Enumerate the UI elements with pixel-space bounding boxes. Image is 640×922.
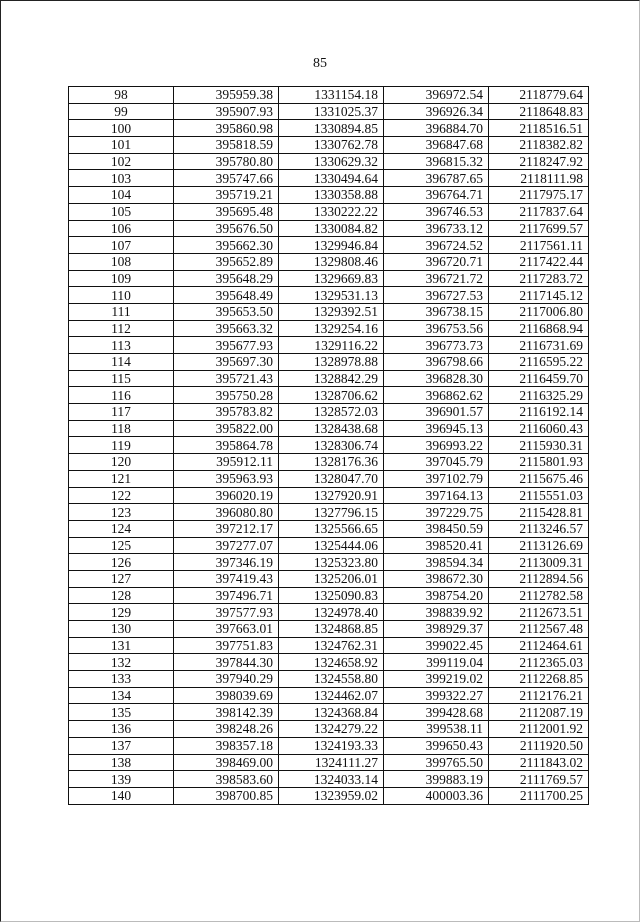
point-number-cell: 140 (69, 787, 174, 804)
coordinate-cell: 2115801.93 (489, 454, 589, 471)
point-number-cell: 109 (69, 270, 174, 287)
coordinate-cell: 2117837.64 (489, 203, 589, 220)
coordinate-cell: 395648.29 (174, 270, 279, 287)
coordinate-cell: 397844.30 (174, 654, 279, 671)
coordinate-cell: 397663.01 (174, 621, 279, 638)
point-number-cell: 108 (69, 253, 174, 270)
point-number-cell: 116 (69, 387, 174, 404)
coordinate-cell: 395653.50 (174, 303, 279, 320)
point-number-cell: 133 (69, 671, 174, 688)
point-number-cell: 100 (69, 120, 174, 137)
coordinate-cell: 1328176.36 (279, 454, 384, 471)
point-number-cell: 105 (69, 203, 174, 220)
coordinate-cell: 395697.30 (174, 354, 279, 371)
point-number-cell: 138 (69, 754, 174, 771)
coordinate-cell: 2118382.82 (489, 137, 589, 154)
coordinate-cell: 2112673.51 (489, 604, 589, 621)
coordinate-cell: 2116192.14 (489, 404, 589, 421)
coordinate-cell: 2117422.44 (489, 253, 589, 270)
table-row (69, 237, 589, 254)
coordinate-cell: 1329669.83 (279, 270, 384, 287)
coordinate-cell: 2116325.29 (489, 387, 589, 404)
coordinate-cell: 399883.19 (384, 771, 489, 788)
coordinate-cell: 397496.71 (174, 587, 279, 604)
coordinate-cell: 398248.26 (174, 721, 279, 738)
table-row (69, 404, 589, 421)
table-row (69, 737, 589, 754)
table-row (69, 370, 589, 387)
table-row (69, 337, 589, 354)
table-row (69, 454, 589, 471)
coordinate-cell: 399322.27 (384, 687, 489, 704)
coordinate-cell: 396926.34 (384, 103, 489, 120)
coordinate-cell: 2118247.92 (489, 153, 589, 170)
point-number-cell: 118 (69, 420, 174, 437)
coordinate-cell: 395912.11 (174, 454, 279, 471)
coordinate-cell: 2112268.85 (489, 671, 589, 688)
point-number-cell: 123 (69, 504, 174, 521)
coordinate-cell: 398672.30 (384, 570, 489, 587)
point-number-cell: 113 (69, 337, 174, 354)
coordinate-cell: 2113009.31 (489, 554, 589, 571)
coordinate-cell: 396972.54 (384, 87, 489, 104)
coordinate-cell: 1330762.78 (279, 137, 384, 154)
coordinate-cell: 2116868.94 (489, 320, 589, 337)
point-number-cell: 98 (69, 87, 174, 104)
coordinate-cell: 398839.92 (384, 604, 489, 621)
point-number-cell: 111 (69, 303, 174, 320)
table-row (69, 120, 589, 137)
coordinate-cell: 395695.48 (174, 203, 279, 220)
table-row (69, 520, 589, 537)
table-row (69, 637, 589, 654)
coordinate-cell: 2111769.57 (489, 771, 589, 788)
coordinate-cell: 397045.79 (384, 454, 489, 471)
point-number-cell: 135 (69, 704, 174, 721)
coordinate-cell: 395719.21 (174, 187, 279, 204)
table-row (69, 621, 589, 638)
coordinate-cell: 1324193.33 (279, 737, 384, 754)
coordinate-cell: 399428.68 (384, 704, 489, 721)
coordinate-cell: 2112001.92 (489, 721, 589, 738)
coordinate-cell: 396847.68 (384, 137, 489, 154)
coordinate-cell: 396738.15 (384, 303, 489, 320)
coordinate-cell: 1325566.65 (279, 520, 384, 537)
table-row (69, 570, 589, 587)
point-number-cell: 120 (69, 454, 174, 471)
coordinate-cell: 398594.34 (384, 554, 489, 571)
point-number-cell: 102 (69, 153, 174, 170)
coordinate-cell: 1324868.85 (279, 621, 384, 638)
table-row (69, 671, 589, 688)
coordinate-cell: 397346.19 (174, 554, 279, 571)
coordinate-cell: 1330494.64 (279, 170, 384, 187)
coordinate-cell: 395860.98 (174, 120, 279, 137)
coordinate-cell: 2117006.80 (489, 303, 589, 320)
point-number-cell: 99 (69, 103, 174, 120)
coordinate-cell: 398700.85 (174, 787, 279, 804)
coordinate-cell: 1330629.32 (279, 153, 384, 170)
point-number-cell: 110 (69, 287, 174, 304)
coordinate-cell: 1324658.92 (279, 654, 384, 671)
table-row (69, 504, 589, 521)
coordinate-cell: 396753.56 (384, 320, 489, 337)
coordinate-cell: 396787.65 (384, 170, 489, 187)
table-row (69, 704, 589, 721)
coordinate-cell: 2115930.31 (489, 437, 589, 454)
coordinate-cell: 397164.13 (384, 487, 489, 504)
point-number-cell: 124 (69, 520, 174, 537)
coordinate-cell: 2118648.83 (489, 103, 589, 120)
coordinate-cell: 2111700.25 (489, 787, 589, 804)
coordinate-cell: 1328047.70 (279, 470, 384, 487)
table-row (69, 253, 589, 270)
coordinate-cell: 1329392.51 (279, 303, 384, 320)
point-number-cell: 132 (69, 654, 174, 671)
point-number-cell: 127 (69, 570, 174, 587)
table-row (69, 587, 589, 604)
table-row (69, 87, 589, 104)
coordinate-cell: 396828.30 (384, 370, 489, 387)
coordinate-cell: 398357.18 (174, 737, 279, 754)
coordinate-cell: 395750.28 (174, 387, 279, 404)
coordinate-cell: 396764.71 (384, 187, 489, 204)
coordinate-cell: 395963.93 (174, 470, 279, 487)
coordinate-cell: 2111843.02 (489, 754, 589, 771)
table-row (69, 220, 589, 237)
coordinate-cell: 396798.66 (384, 354, 489, 371)
point-number-cell: 139 (69, 771, 174, 788)
point-number-cell: 101 (69, 137, 174, 154)
coordinate-cell: 398754.20 (384, 587, 489, 604)
table-row (69, 287, 589, 304)
coordinate-cell: 1329808.46 (279, 253, 384, 270)
coordinate-cell: 397212.17 (174, 520, 279, 537)
point-number-cell: 106 (69, 220, 174, 237)
coordinate-cell: 1324368.84 (279, 704, 384, 721)
table-row (69, 604, 589, 621)
coordinate-cell: 399219.02 (384, 671, 489, 688)
table-row (69, 420, 589, 437)
coordinate-cell: 1330084.82 (279, 220, 384, 237)
coordinate-cell: 398039.69 (174, 687, 279, 704)
coordinate-cell: 395747.66 (174, 170, 279, 187)
coordinate-cell: 396815.32 (384, 153, 489, 170)
table-row (69, 554, 589, 571)
coordinate-cell: 396993.22 (384, 437, 489, 454)
point-number-cell: 115 (69, 370, 174, 387)
coordinate-cell: 1324978.40 (279, 604, 384, 621)
coordinate-cell: 2118111.98 (489, 170, 589, 187)
page-number: 85 (313, 56, 327, 71)
point-number-cell: 122 (69, 487, 174, 504)
coordinate-cell: 2117145.12 (489, 287, 589, 304)
table-row (69, 687, 589, 704)
coordinate-cell: 396720.71 (384, 253, 489, 270)
coordinate-cell: 2116459.70 (489, 370, 589, 387)
coordinate-cell: 1330222.22 (279, 203, 384, 220)
coordinate-cell: 2113246.57 (489, 520, 589, 537)
table-row (69, 137, 589, 154)
coordinate-cell: 397102.79 (384, 470, 489, 487)
coordinate-cell: 396901.57 (384, 404, 489, 421)
point-number-cell: 136 (69, 721, 174, 738)
table-row (69, 320, 589, 337)
coordinate-cell: 399765.50 (384, 754, 489, 771)
coordinate-cell: 1323959.02 (279, 787, 384, 804)
coordinate-cell: 1324111.27 (279, 754, 384, 771)
coordinate-cell: 1327920.91 (279, 487, 384, 504)
coordinate-cell: 397751.83 (174, 637, 279, 654)
coordinate-cell: 1329946.84 (279, 237, 384, 254)
coordinate-cell: 2117699.57 (489, 220, 589, 237)
coordinate-cell: 395818.59 (174, 137, 279, 154)
coordinate-cell: 396884.70 (384, 120, 489, 137)
coordinate-cell: 395780.80 (174, 153, 279, 170)
coordinate-cell: 1324462.07 (279, 687, 384, 704)
table-row (69, 203, 589, 220)
coordinate-cell: 395648.49 (174, 287, 279, 304)
table-row (69, 170, 589, 187)
coordinate-cell: 395652.89 (174, 253, 279, 270)
coordinate-cell: 2113126.69 (489, 537, 589, 554)
coordinate-cell: 395783.82 (174, 404, 279, 421)
coordinate-cell: 395676.50 (174, 220, 279, 237)
coordinate-cell: 1325444.06 (279, 537, 384, 554)
point-number-cell: 134 (69, 687, 174, 704)
coordinate-cell: 396746.53 (384, 203, 489, 220)
table-row (69, 487, 589, 504)
point-number-cell: 125 (69, 537, 174, 554)
table-row (69, 153, 589, 170)
coordinate-cell: 2115551.03 (489, 487, 589, 504)
coordinate-cell: 1331154.18 (279, 87, 384, 104)
coordinate-cell: 396020.19 (174, 487, 279, 504)
coordinate-cell: 395662.30 (174, 237, 279, 254)
table-row (69, 654, 589, 671)
point-number-cell: 104 (69, 187, 174, 204)
coordinate-cell: 1329116.22 (279, 337, 384, 354)
coordinate-cell: 396727.53 (384, 287, 489, 304)
coordinate-table (68, 86, 589, 805)
table-row (69, 470, 589, 487)
coordinate-cell: 396080.80 (174, 504, 279, 521)
coordinate-cell: 2117975.17 (489, 187, 589, 204)
coordinate-cell: 397419.43 (174, 570, 279, 587)
table-row (69, 354, 589, 371)
point-number-cell: 107 (69, 237, 174, 254)
coordinate-cell: 2112087.19 (489, 704, 589, 721)
table-body (69, 87, 589, 805)
coordinate-cell: 1325206.01 (279, 570, 384, 587)
table-row (69, 187, 589, 204)
table-row (69, 721, 589, 738)
coordinate-cell: 2112176.21 (489, 687, 589, 704)
coordinate-cell: 2115428.81 (489, 504, 589, 521)
coordinate-cell: 2116731.69 (489, 337, 589, 354)
coordinate-cell: 1324279.22 (279, 721, 384, 738)
coordinate-cell: 398520.41 (384, 537, 489, 554)
coordinate-cell: 395677.93 (174, 337, 279, 354)
point-number-cell: 119 (69, 437, 174, 454)
table-row (69, 437, 589, 454)
coordinate-cell: 2111920.50 (489, 737, 589, 754)
coordinate-cell: 2118516.51 (489, 120, 589, 137)
point-number-cell: 112 (69, 320, 174, 337)
coordinate-cell: 395721.43 (174, 370, 279, 387)
table-row (69, 103, 589, 120)
point-number-cell: 114 (69, 354, 174, 371)
coordinate-cell: 1328842.29 (279, 370, 384, 387)
point-number-cell: 103 (69, 170, 174, 187)
coordinate-cell: 398142.39 (174, 704, 279, 721)
coordinate-cell: 2112782.58 (489, 587, 589, 604)
coordinate-cell: 397940.29 (174, 671, 279, 688)
coordinate-cell: 395822.00 (174, 420, 279, 437)
coordinate-cell: 397277.07 (174, 537, 279, 554)
coordinate-cell: 398929.37 (384, 621, 489, 638)
coordinate-cell: 399538.11 (384, 721, 489, 738)
coordinate-cell: 1329254.16 (279, 320, 384, 337)
coordinate-cell: 1328706.62 (279, 387, 384, 404)
coordinate-cell: 2116595.22 (489, 354, 589, 371)
coordinate-cell: 399119.04 (384, 654, 489, 671)
coordinate-cell: 1331025.37 (279, 103, 384, 120)
coordinate-cell: 2117561.11 (489, 237, 589, 254)
coordinate-cell: 400003.36 (384, 787, 489, 804)
point-number-cell: 117 (69, 404, 174, 421)
table-row (69, 270, 589, 287)
coordinate-cell: 396724.52 (384, 237, 489, 254)
coordinate-cell: 1330358.88 (279, 187, 384, 204)
coordinate-cell: 1324033.14 (279, 771, 384, 788)
coordinate-cell: 1325323.80 (279, 554, 384, 571)
coordinate-cell: 2116060.43 (489, 420, 589, 437)
point-number-cell: 131 (69, 637, 174, 654)
coordinate-cell: 2112464.61 (489, 637, 589, 654)
coordinate-cell: 2117283.72 (489, 270, 589, 287)
table-row (69, 771, 589, 788)
coordinate-cell: 1328438.68 (279, 420, 384, 437)
point-number-cell: 126 (69, 554, 174, 571)
coordinate-cell: 1324558.80 (279, 671, 384, 688)
coordinate-cell: 1328572.03 (279, 404, 384, 421)
coordinate-cell: 1324762.31 (279, 637, 384, 654)
coordinate-cell: 398469.00 (174, 754, 279, 771)
table-row (69, 387, 589, 404)
coordinate-cell: 399022.45 (384, 637, 489, 654)
coordinate-cell: 399650.43 (384, 737, 489, 754)
coordinate-cell: 396862.62 (384, 387, 489, 404)
point-number-cell: 129 (69, 604, 174, 621)
coordinate-cell: 1330894.85 (279, 120, 384, 137)
coordinate-cell: 396721.72 (384, 270, 489, 287)
point-number-cell: 121 (69, 470, 174, 487)
coordinate-cell: 395959.38 (174, 87, 279, 104)
coordinate-cell: 1327796.15 (279, 504, 384, 521)
coordinate-cell: 396733.12 (384, 220, 489, 237)
coordinate-cell: 397577.93 (174, 604, 279, 621)
point-number-cell: 128 (69, 587, 174, 604)
coordinate-cell: 2112365.03 (489, 654, 589, 671)
coordinate-cell: 396773.73 (384, 337, 489, 354)
point-number-cell: 137 (69, 737, 174, 754)
coordinate-cell: 1328306.74 (279, 437, 384, 454)
coordinate-cell: 395907.93 (174, 103, 279, 120)
coordinate-cell: 1325090.83 (279, 587, 384, 604)
point-number-cell: 130 (69, 621, 174, 638)
coordinate-cell: 395864.78 (174, 437, 279, 454)
coordinate-cell: 395663.32 (174, 320, 279, 337)
coordinate-cell: 396945.13 (384, 420, 489, 437)
coordinate-cell: 398583.60 (174, 771, 279, 788)
table-row (69, 303, 589, 320)
coordinate-cell: 1329531.13 (279, 287, 384, 304)
coordinate-cell: 2118779.64 (489, 87, 589, 104)
coordinate-cell: 1328978.88 (279, 354, 384, 371)
table-row (69, 537, 589, 554)
coordinate-cell: 398450.59 (384, 520, 489, 537)
coordinate-cell: 2112894.56 (489, 570, 589, 587)
table-row (69, 787, 589, 804)
coordinate-cell: 397229.75 (384, 504, 489, 521)
coordinate-cell: 2115675.46 (489, 470, 589, 487)
table-row (69, 754, 589, 771)
coordinate-cell: 2112567.48 (489, 621, 589, 638)
